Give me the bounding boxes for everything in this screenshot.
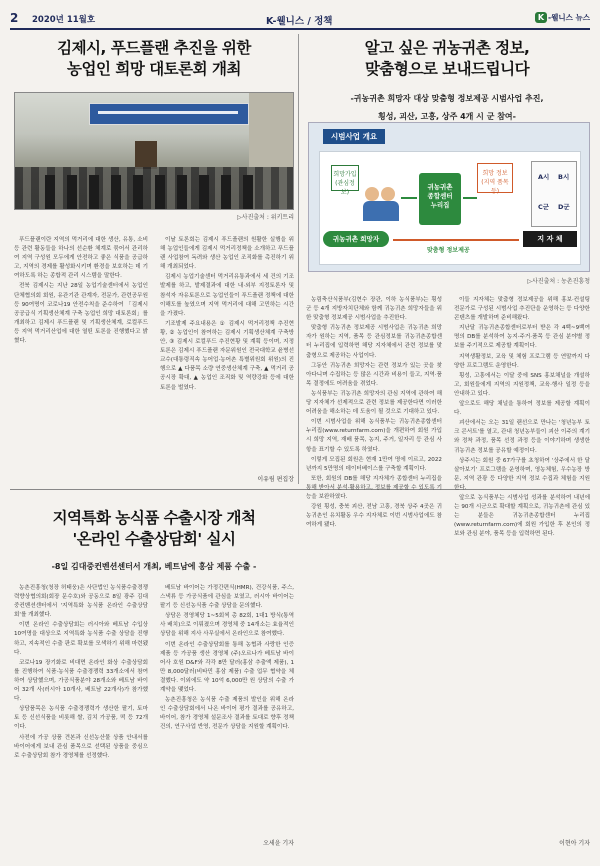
paragraph: 지난달 귀농귀촌종합센터로부터 받은 각 4백~9백여 명의 DB를 분석하여 농지·주거·품목 등 관심 분야별 정보를 주기적으로 제공할 계획이다. [454, 325, 590, 350]
paragraph: 이들 지자체는 맞춤형 정보제공을 위해 홍보·컨설팅 전문가로 구성된 시범사업 추진단을 운영하는 등 다양한 콘텐츠를 개발하며 준비해왔다. [454, 297, 590, 322]
article3-byline: 오세윤 기자 [263, 840, 294, 847]
applicant-label: 귀농귀촌 희망자 [323, 231, 389, 247]
region-grid [531, 161, 577, 227]
paragraph: 맞춤형 귀농귀촌 정보제공 시범사업은 귀농귀촌 희망자가 원하는 지역, 품목 등 관심정보를 귀농귀촌종합센터 누리집에 입력하면 해당 지자체에서 관련 정보를 맞춤형으로 제공하는 사업이다. [306, 325, 442, 359]
arrow-icon [463, 197, 477, 199]
article1-title [14, 38, 294, 80]
paragraph: 괴산에서는 오는 31일 랜선으로 만나는 '청년농부 토크 콘서트'를 열고, 관내 청년농부들이 괴산 이주의 계기와 정착 과정, 품목 선정 과정 등을 이야기하며 생생한 귀농귀촌 정보를 공유할 예정이다. [454, 420, 590, 454]
matching-info-label: 맞춤형 정보제공 [427, 247, 470, 254]
article2-title-line1: 알고 싶은 귀농귀촌 정보, [364, 39, 530, 57]
article3-title [14, 508, 294, 550]
arrow-icon [401, 197, 417, 199]
article3-subtitle: -8일 김대중컨벤션센터서 개최, 베트남에 홍삼 제품 수출 - [51, 562, 257, 571]
pilot-program-diagram [308, 122, 590, 272]
speaker-podium [135, 141, 157, 169]
section-name: K-웰니스 / 정책 [266, 16, 333, 27]
article2-column-2 [454, 296, 590, 836]
article1-photo [14, 92, 294, 210]
paragraph: 김제시 농업기술센터 먹거리유통과에서 세 건의 기조발제를 하고, 발제결과에 대한 내·외부 지정토론자 및 참석자 자유토론으로 농업인들이 푸드플랜 정책에 대한 이해도를 높였으며 지역 먹거리에 대해 고민하는 시간을 가졌다. [160, 274, 294, 317]
article2-byline: 이현아 기자 [559, 840, 590, 847]
publication-logo [535, 12, 590, 23]
article2-subtitle-line2: 횡성, 괴산, 고흥, 상주 4개 시 군 참여- [378, 112, 516, 121]
article1-column-1 [14, 236, 148, 462]
paragraph: 베트남 바이어는 가정간편식(HMR), 건강식품, 주스, 스낵류 등 가공식품에 관심을 보였고, 러시아 바이어는 팥기 등 신선농식품 수출 상담을 문의했다. [160, 585, 294, 610]
article1-title-line1: 김제시, 푸드플랜 추진을 위한 [57, 39, 251, 57]
paragraph: 농식품부는 귀농귀촌 희망자의 관심 지역에 관하여 해당 지자체가 선제적으로 관련 정보를 제공한다면 이러한 어려움을 해소하는 데 도움이 될 것으로 기대하고 있다. [306, 390, 442, 416]
article2-title [304, 38, 590, 80]
region-d: D군 [558, 203, 570, 211]
paragraph: 이렇게 모집된 회원은 현재 1만여 명에 이르고, 2022년까지 5만명의 데이터베이스를 구축할 계획이다. [306, 456, 442, 472]
page-number: 2 [10, 11, 19, 25]
article2-column-1 [306, 296, 442, 848]
article2-subtitle [304, 90, 590, 126]
article2-subtitle-line1: -귀농귀촌 희망자 대상 맞춤형 정보제공 시범사업 추진, [350, 94, 544, 103]
paragraph: 이날 토론회는 김제시 푸드플랜의 원활한 실행을 위해 농업인들에게 김제시 먹거리정책을 소개하고 푸드플랜 사업참여 독려와 생산 농업인 조직화를 촉진하기 위해 개최되었다. [160, 237, 294, 271]
region-b: B시 [558, 173, 570, 181]
paragraph: 상담은 경영체당 1~5회씩 총 82회, 1대1 방식(통역사 배치)으로 이뤄졌으며 경영체 중 14개소는 효율적인 상담을 위해 지사 사무실에서 온라인으로 참여했다. [160, 613, 294, 638]
hope-signup-box: 희망가입 (관심정보) [331, 165, 359, 191]
paragraph: 이번 온라인 수출상담회는 러시아와 베트남 수입상 10여명을 대상으로 지역특화 농식품 수출 상담을 진행하고, 지속적인 수출 판로 확보를 모색하기 위해 마련됐다. [14, 622, 148, 656]
logo-mark: K [535, 12, 547, 23]
paragraph: 사전에 가공 상품 견본과 신선농산물 상품 안내서를 바이어에게 보내 관심 품목으로 선택된 상품을 중심으로 수출상담회 참가 경영체를 선정했다. [14, 734, 148, 759]
article3-column-2 [160, 584, 294, 834]
article3-title-line1: 지역특화 농식품 수출시장 개척 [52, 509, 256, 527]
local-government-label: 지 자 체 [523, 231, 577, 247]
paragraph: 농촌진흥청(청장 허태웅)은 사단법인 농식품수출경쟁력향상협의회(회장 문수호)와 공동으로 8일 광주 김대중컨벤션센터에서 '지역특화 농식품 온라인 수출상담회'를 개최했다. [14, 585, 148, 619]
hope-info-box: 희망 정보 (지역 품목 등) [477, 163, 513, 193]
paragraph: 기조발제 주요내용은 ① 김제시 먹거리정책 추진현황, ② 농업인이 참여하는 김제시 기획생산체계 구축방안, ③ 김제시 로컬푸드 추진현황 및 계획 등이며, 지정토론은 김제시 푸드플랜 자문위원인 전국대학교 윤병선 교수(대통령직속 농어업·농어촌 특별위원회 위원)의 진행으로 ▲ 다품목 소량 연중생산체계 구축, ▲ 먹거리 공공시장 확대, ▲ 농업인 조직화 및 역량강화 등에 대한 토론을 벌였다. [160, 320, 294, 391]
issue-date: 2020년 11월호 [32, 15, 96, 25]
paragraph: 또한, 회원의 DB를 해당 지자체가 종합센터 누리집을 통해 받아서 분석·활용하고, 정보를 제공할 수 있도록 기능을 보완하였다. [306, 475, 442, 500]
returnfarm-center-box: 귀농귀촌 종합센터 누리집 [419, 173, 461, 225]
audience [45, 175, 265, 210]
paragraph: 앞으로도 해당 채널을 통하여 정보를 제공할 계획이다. [454, 401, 590, 417]
paragraph: 농림축산식품부(김현수 장관, 이하 농식품부)는 횡성군 등 4개 지방자치단체와 함께 귀농귀촌 희망자들을 위한 맞춤형 정보제공 시범사업을 추진한다. [306, 297, 442, 322]
arrow-icon [393, 239, 519, 241]
paragraph: 푸드플랜이란 지역의 먹거리에 대한 생산, 유통, 소비 등 관련 활동들을 하나의 선순환 체계로 묶어서 관리하여 지역 구성원 모두에게 안전하고 좋은 식품을 공급하고, 지역의 경제를 활성화시키며 환경을 보호하는 데 기여하도록 하는 종합적 관리 시스템을 말한다. [14, 237, 148, 280]
paragraph: 이번 온라인 수출상담회를 통해 농협과 사랑한 인증제품 등 가공품 생산 경영체 (주)오르나가 베트남 바이어사 호원 D&F와 각각 8만 달러(홍삼 추출액 제품), 1만 8,000달러(비타민 홍삼 제품) 수출 업무 협약을 체결했다. 이외에도 약 10억 6,000만 원 상담의 수출 가계약을 맺었다. [160, 641, 294, 694]
article1-photo-caption: ▷사진출처 : 위키트리 [237, 214, 294, 221]
farmers-illustration [361, 183, 401, 223]
paragraph: 강원 횡성, 충북 괴산, 전남 고흥, 경북 상주 4곳은 귀농귀촌인 유치활동 우수 지자체로 이번 시범사업에도 참여하게 됐다. [306, 504, 442, 529]
paragraph: 이번 시범사업을 위해 농식품부는 귀농귀촌종합센터 누리집(www.returnfarm.com)을 개편하여 회원 가입 시 희망 지역, 재배 품목, 농지, 주거, 일자리 등 관심 사항을 표기할 수 있도록 하였다. [306, 419, 442, 453]
paragraph: 횡성, 고흥에서는 이달 중에 SNS 홍보채널을 개설하고, 회원들에게 지역의 지원정책, 교육·행사 일정 등을 안내하고 있다. [454, 372, 590, 397]
article1-title-line2: 농업인 희망 대토론회 개최 [67, 60, 241, 78]
event-banner [89, 103, 249, 125]
article3-column-1 [14, 584, 148, 848]
paragraph: 그동안 귀농귀촌 희망자는 관련 정보가 있는 곳을 찾아다니며 수집하는 등 많은 시간과 비용이 들고, 지역·품목 결정에도 어려움을 겪었다. [306, 362, 442, 387]
paragraph: 농촌진흥청은 농식품 수출 제품의 발인을 위해 온라인 수출상담회에서 나온 바이어 평가 결과를 공유하고, 바이어, 참가 경영체 설문조사 결과를 토대로 향후 정책건의, 연구사업 반영, 전문가 상담을 지원할 계획이다. [160, 697, 294, 731]
paragraph: 지역생활정보, 교육 및 체험 프로그램 등 연말까지 다양한 프로그램도 운영한다. [454, 353, 590, 369]
diagram-caption: ▷사진출처 : 농촌진흥청 [527, 278, 590, 285]
article1-byline: 이유림 편집장 [257, 476, 294, 483]
region-a: A시 [538, 173, 550, 181]
logo-text: -웰니스 뉴스 [548, 13, 590, 22]
paragraph: 코로나19 장기화로 비대면 온라인 화상 수출상담회를 진행하여 식품·농식품 수출경쟁력 33개소에서 참여하여 상담했으며, 가공식품분야 28개소와 베트남 바이어 32개 사(러시아 10개사, 베트남 22개사)가 참가했다. [14, 659, 148, 703]
paragraph: 상담품목은 농식품 수출경쟁력가 생산한 팥기, 토마토 등 신선식품을 비롯해 쌀, 김치 가공품, 떡 등 72개이다. [14, 706, 148, 731]
article1-column-2 [160, 236, 294, 472]
diagram-title: 시범사업 개요 [323, 129, 385, 144]
page-header [10, 10, 590, 30]
paragraph: 전북 김제시는 지난 28일 농업기술센터에서 농업인단체협의회 회원, 유관기관 관계자, 전문가, 관련공무원 등 90여명이 코로나19 안전수칙을 준수하여 「김제시 공공급식 기획생산체계 구축 농업인 희망 대토론회」를 개최하고 김제시 푸드플랜 및 기획생산체계, 로컬푸드 등 지역 먹거리산업에 대한 열띤 토론을 진행했다고 밝혔다. [14, 283, 148, 345]
article2-title-line2: 맞춤형으로 보내드립니다 [364, 60, 530, 78]
column-divider [298, 34, 299, 484]
article3-title-line2: '온라인 수출상담회' 실시 [72, 530, 236, 548]
region-c: C군 [538, 203, 550, 211]
paragraph: 앞으로 농식품부는 시범사업 성과를 분석하여 내년에는 90개 시군으로 확대할 계획으로, 귀농귀촌에 관심 있는 분들은 귀농귀촌종합센터 누리집(www.returnfarm.com)에 회원 가입한 후 본인의 정보와 관심 분야, 품목 등을 입력하면 된다. [454, 494, 590, 538]
paragraph: 상주시는 회원 중 67가구를 초청하여 '상주에서 한 달 살아보기' 프로그램을 운영하며, 영농체험, 우수농장 방문, 지역 관광 등 다양한 지역 정보 수집과 체험을 지원한다. [454, 457, 590, 491]
